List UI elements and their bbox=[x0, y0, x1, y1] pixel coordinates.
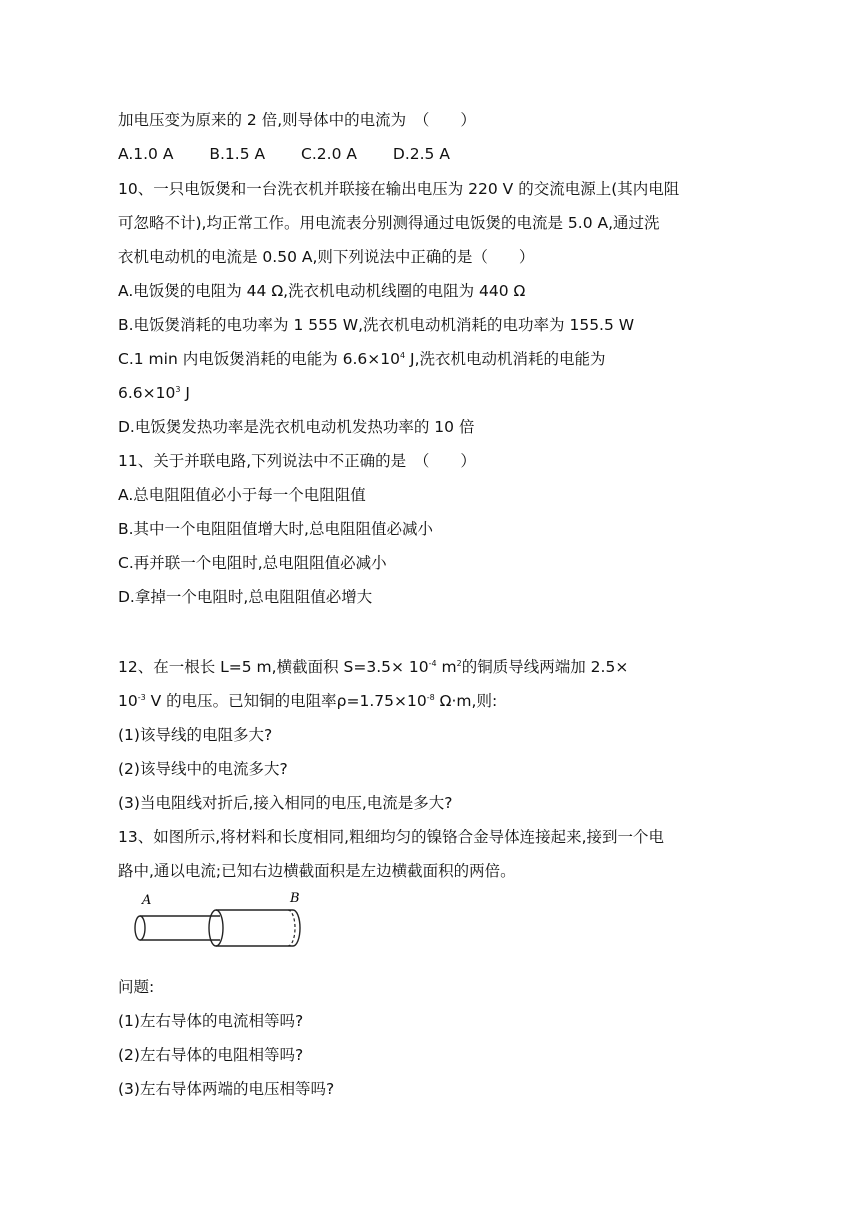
q13-sub-question-3: (3)左右导体两端的电压相等吗? bbox=[118, 1080, 335, 1098]
q11-option-d: D.拿掉一个电阻时,总电阻阻值必增大 bbox=[118, 588, 373, 606]
cross-section-dashed bbox=[288, 910, 295, 946]
label-b: B bbox=[290, 891, 300, 906]
q12-sub-question-3: (3)当电阻线对折后,接入相同的电压,电流是多大? bbox=[118, 794, 453, 812]
q11-option-c: C.再并联一个电阻时,总电阻阻值必减小 bbox=[118, 554, 387, 572]
q10-stem-line2: 可忽略不计),均正常工作。用电流表分别测得通过电饭煲的电流是 5.0 A,通过洗 bbox=[118, 214, 660, 232]
q10-option-a: A.电饭煲的电阻为 44 Ω,洗衣机电动机线圈的电阻为 440 Ω bbox=[118, 282, 526, 300]
thin-conductor-end bbox=[135, 916, 145, 940]
q11-stem: 11、关于并联电路,下列说法中不正确的是 （ ） bbox=[118, 452, 476, 470]
conductor-figure bbox=[128, 888, 328, 958]
thick-conductor-edges bbox=[216, 910, 293, 946]
q11-option-a: A.总电阻阻值必小于每一个电阻阻值 bbox=[118, 486, 366, 504]
q9-stem-tail: 加电压变为原来的 2 倍,则导体中的电流为 （ ） bbox=[118, 111, 476, 129]
q10-option-d: D.电饭煲发热功率是洗衣机电动机发热功率的 10 倍 bbox=[118, 418, 475, 436]
q13-sub-question-2: (2)左右导体的电阻相等吗? bbox=[118, 1046, 304, 1064]
q13-sub-question-1: (1)左右导体的电流相等吗? bbox=[118, 1012, 304, 1030]
q11-option-b: B.其中一个电阻阻值增大时,总电阻阻值必减小 bbox=[118, 520, 433, 538]
q10-stem-line1: 10、一只电饭煲和一台洗衣机并联接在输出电压为 220 V 的交流电源上(其内电阻 bbox=[118, 180, 680, 198]
q13-stem-line1: 13、如图所示,将材料和长度相同,粗细均匀的镍铬合金导体连接起来,接到一个电 bbox=[118, 828, 665, 846]
thick-conductor-right-end bbox=[293, 910, 300, 946]
q12-stem-line1: 12、在一根长 L=5 m,横截面积 $S=3.5\times 10^{-4}$ $m^2$的铜质导线两端加 2.5× bbox=[118, 658, 629, 676]
q10-option-b: B.电饭煲消耗的电功率为 1 555 W,洗衣机电动机消耗的电功率为 155.5 W bbox=[118, 316, 635, 334]
q10-option-c-line1: C.1 min 内电饭煲消耗的电能为 $6.6\times 10^4$ J,洗衣机电动机消耗的电能为 bbox=[118, 350, 606, 368]
q13-question-title: 问题: bbox=[118, 978, 155, 996]
q13-stem-line2: 路中,通以电流;已知右边横截面积是左边横截面积的两倍。 bbox=[118, 862, 516, 880]
q10-option-c-line2: $6.6\times 10^3$ J bbox=[118, 384, 190, 402]
label-a: A bbox=[142, 893, 152, 908]
thin-conductor-edges bbox=[140, 916, 216, 940]
q12-sub-question-1: (1)该导线的电阻多大? bbox=[118, 726, 273, 744]
q10-stem-line3: 衣机电动机的电流是 0.50 A,则下列说法中正确的是（ ） bbox=[118, 248, 535, 266]
q12-stem-line2: $10^{-3}$ V 的电压。已知铜的电阻率$\rho=1.75\times 10^{-8}$ Ω·m,则: bbox=[118, 692, 498, 710]
q12-sub-question-2: (2)该导线中的电流多大? bbox=[118, 760, 288, 778]
q9-options: A.1.0 A B.1.5 A C.2.0 A D.2.5 A bbox=[118, 145, 450, 163]
